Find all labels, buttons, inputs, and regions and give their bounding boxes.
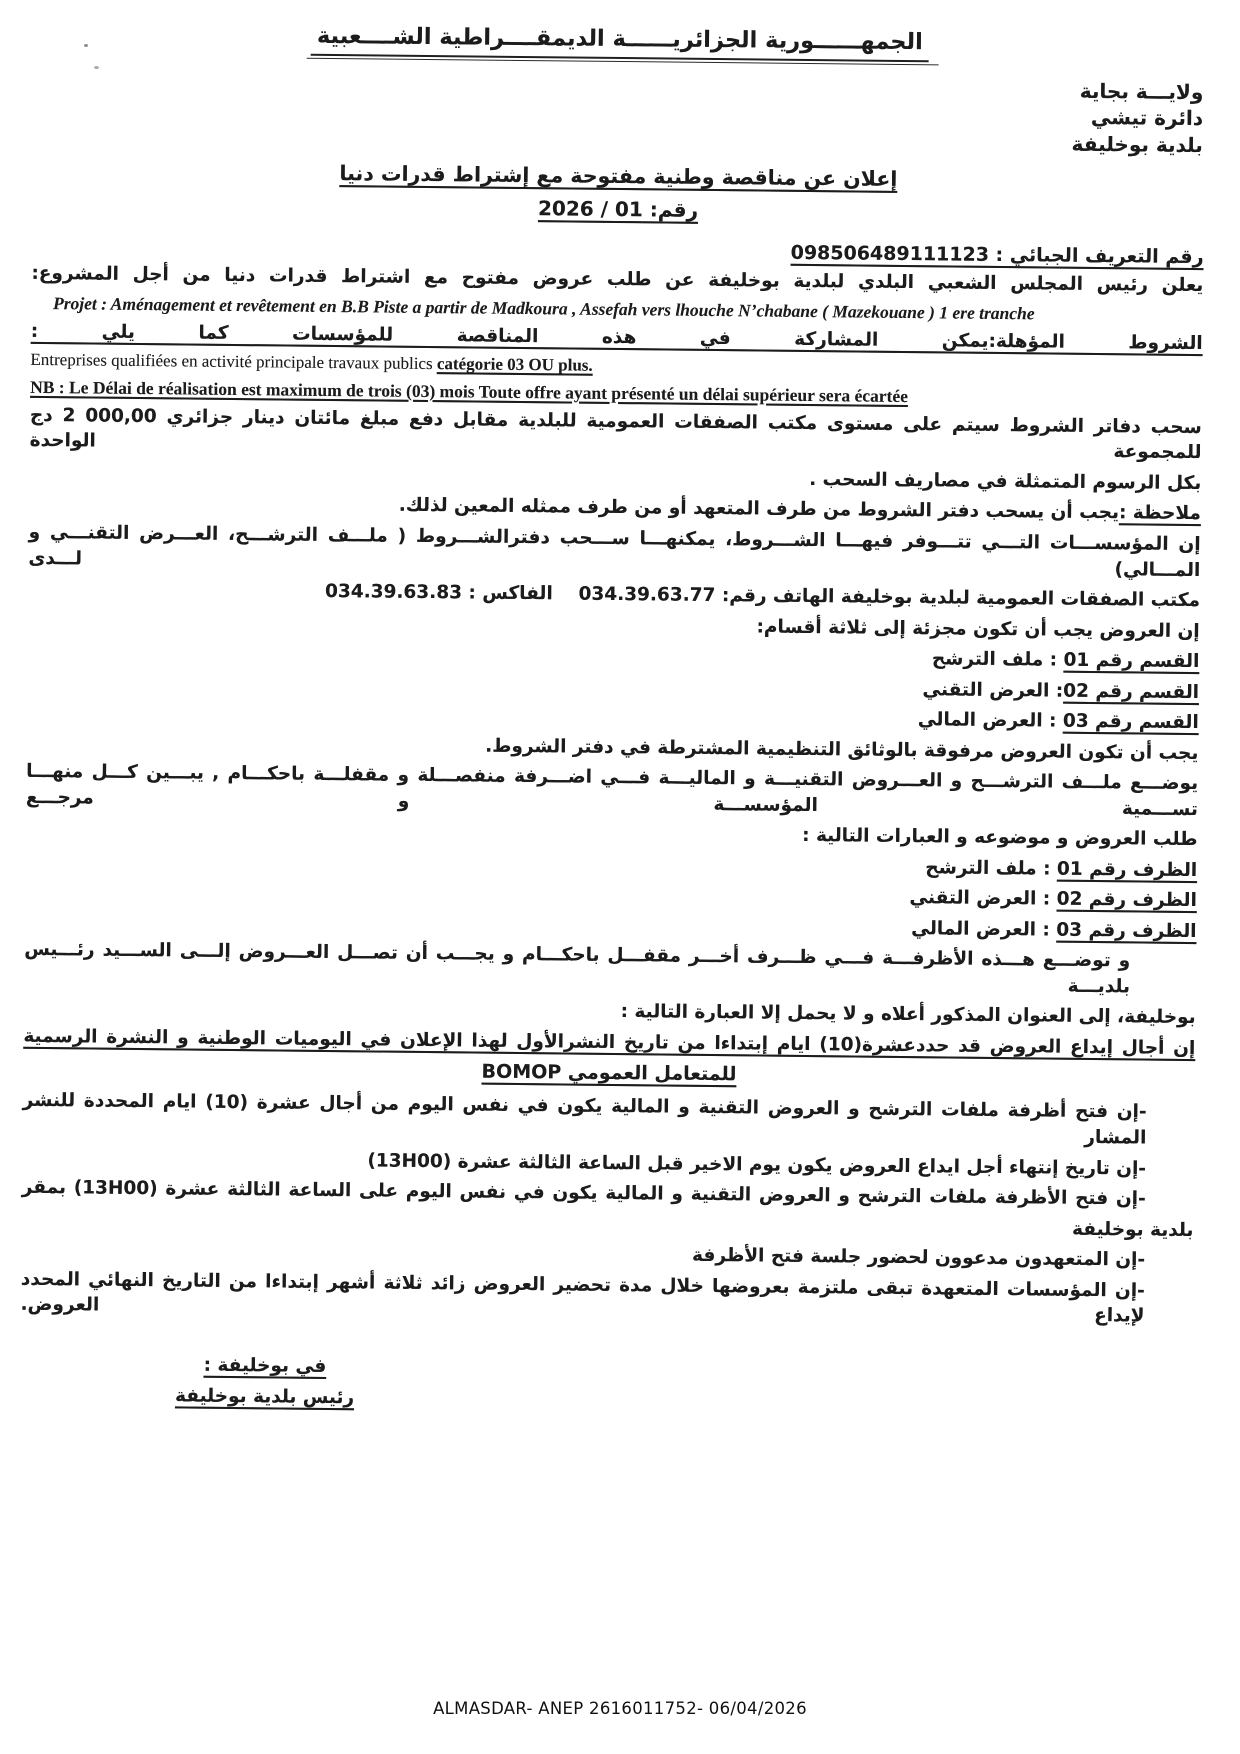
eligible-firms-line: إن المؤسســـات التـــي تتـــوفر فيهـــا الشـــروط، يمكنهـــا ســـحب دفترالشـــروط ( ملـــف الترشـــح، العـــرض التقنـــي و المـــالي) لـــدى <box>28 521 1201 581</box>
outer-envelope-line-1: و توضـــع هـــذه الأظرفـــة فـــي ظـــرف أخـــر مقفـــل باحكـــام و يجـــب أن تصـــل العـــروض إلـــى الســـيد رئـــيس بلديـــة <box>24 939 1131 998</box>
contact-line: مكتب الصفقات العمومية لبلدية بوخليفة الهاتف رقم: 034.39.63.77 الفاكس : 034.39.63.83 <box>324 580 1201 612</box>
bullet-bidders-invited: -إن المتعهدون مدعوون لحضور جلسة فتح الأظرفة <box>691 1244 1146 1271</box>
signature-block <box>139 1349 390 1414</box>
required-docs-line: يجب أن تكون العروض مرفوقة بالوثائق التنظيمية المشترطة في دفتر الشروط. <box>485 735 1199 764</box>
republic-title: الجمهــــــورية الجزائريــــــة الديمقــــراطية الشــــعبية <box>311 23 929 62</box>
wilaya-line: ولايـــة بجاية <box>1079 78 1204 105</box>
signature-place-text: في بوخليفة : <box>203 1354 327 1377</box>
bullet-opening-files: -إن فتح أظرفة ملفات الترشح و العروض التقنية و المالية يكون في نفس اليوم من أجال عشرة (10) ايام المحددة للنشر المشار <box>22 1090 1147 1149</box>
note-text: يجب أن يسحب دفتر الشروط من طرف المتعهد أو من طرف ممثله المعين لذلك. <box>398 495 1120 524</box>
envelope-03-label: الظرف رقم 03 <box>1056 919 1197 942</box>
bomop-line: للمتعامل العمومي BOMOP <box>481 1060 737 1086</box>
announcement-line: يعلن رئيس المجلس الشعبي البلدي لبلدية بوخليفة عن طلب عروض مفتوح مع اشتراط قدرات دنيا من أجل المشروع: <box>31 263 1204 297</box>
eligibility-text-fr: Entreprises qualifiées en activité principale travaux publics <box>30 350 437 374</box>
fee-line-continuation: بكل الرسوم المتمثلة في مصاريف السحب . <box>809 468 1202 495</box>
qualifying-conditions-line: الشروط المؤهلة:يمكن المشاركة في هذه المناقصة للمؤسسات كما يلي : <box>30 320 1203 354</box>
project-line-fr: Projet : Aménagement et revêtement en B.B Piste a partir de Madkoura , Assefah vers lhouche N’chabane ( Mazekouane ) 1 ere tranche <box>52 292 1035 324</box>
section-03-text: : العرض المالي <box>917 709 1064 732</box>
envelope-01-label: الظرف رقم 01 <box>1056 858 1198 881</box>
bomop-row <box>23 1054 1195 1092</box>
commune-line: بلدية بوخليفة <box>1071 131 1203 157</box>
authority-block <box>33 67 1204 158</box>
imprint-footer <box>0 1699 1240 1718</box>
envelopes-line-2: طلب العروض و موضوعه و العبارات التالية : <box>802 825 1198 851</box>
envelope-02-label: الظرف رقم 02 <box>1056 888 1197 912</box>
signature-title-line <box>139 1380 389 1414</box>
notice-number: رقم: 01 / 2026 <box>537 196 699 223</box>
bullet-opening-time-continuation: بلدية بوخليفة <box>1072 1218 1194 1241</box>
tax-id-line: رقم التعريف الجبائي : 098506489111123 <box>790 241 1204 269</box>
note-label: ملاحظة : <box>1118 502 1202 525</box>
republic-title-row <box>34 20 1206 65</box>
offers-division-line: إن العروض يجب أن تكون مجزئة إلى ثلاثة أقسام: <box>756 615 1200 642</box>
signature-place-line <box>140 1349 390 1383</box>
section-02-label: القسم رقم 02 <box>1063 680 1200 703</box>
section-03-label: القسم رقم 03 <box>1062 710 1199 734</box>
category-requirement-fr: catégorie 03 OU plus. <box>436 354 593 376</box>
imprint-text: ALMASDAR- ANEP 2616011752- 06/04/2026 <box>433 1699 807 1718</box>
section-01-text: : ملف الترشح <box>931 648 1064 671</box>
daira-line: دائرة تيشي <box>1090 105 1204 131</box>
envelope-02-text: : العرض التقني <box>909 887 1057 910</box>
nb-deadline-line-fr: NB : Le Délai de réalisation est maximum de trois (03) mois Toute offre ayant présenté un délai supérieur sera écartée <box>30 376 909 406</box>
bullet-offer-validity: -إن المؤسسات المتعهدة تبقى ملتزمة بعروضها خلال مدة تحضير العروض زائد ثلاثة أشهر إبتداءا من التاريخ النهائي المحدد لإيداع العروض. <box>20 1268 1145 1327</box>
deposit-deadline-line: إن أجال إيداع العروض قد حددعشرة(10) ايام إبتداءا من تاريخ النشرالأول لهذا الإعلان في اليوميات الوطنية و النشرة الرسمية <box>23 1025 1196 1059</box>
bullet-opening-time: -إن فتح الأظرفة ملفات الترشح و العروض التقنية و المالية يكون في نفس اليوم على الساعة الثالثة عشرة (13H00) بمقر <box>21 1176 1146 1210</box>
notice-title: إعلان عن مناقصة وطنية مفتوحة مع إشتراط قدرات دنيا <box>339 161 898 192</box>
bullet-deposit-closing-time: -إن تاريخ إنتهاء أجل ايداع العروض يكون يوم الاخير قبل الساعة الثالثة عشرة (13H00) <box>367 1149 1147 1180</box>
signature-title-text: رئيس بلدية بوخليفة <box>174 1385 355 1409</box>
envelope-01-text: : ملف الترشح <box>925 856 1058 880</box>
envelope-03-text: : العرض المالي <box>911 917 1057 941</box>
notice-title-row <box>32 156 1204 197</box>
envelopes-line-1: يوضـــع ملـــف الترشـــح و العـــروض التقنيـــة و الماليـــة فـــي اضـــرفة منفصـــلة و مقفلـــة باحكـــام , يبـــين كـــل منهـــا تســـمية المؤسســـة و مرجـــع <box>25 760 1199 820</box>
section-02-text: : العرض التقني <box>922 678 1064 702</box>
scan-content <box>19 20 1205 1423</box>
fee-line: سحب دفاتر الشروط سيتم على مستوى مكتب الصفقات العمومية للبلدية مقابل دفع مبلغ مائتان دينار جزائري 2 000,00 دج للمجموعة الواحدة <box>29 404 1202 464</box>
outer-envelope-line-2: بوخليفة، إلى العنوان المذكور أعلاه و لا يحمل إلا العبارة التالية : <box>620 1001 1196 1029</box>
section-01-label: القسم رقم 01 <box>1063 649 1200 673</box>
notice-number-row <box>32 190 1204 230</box>
